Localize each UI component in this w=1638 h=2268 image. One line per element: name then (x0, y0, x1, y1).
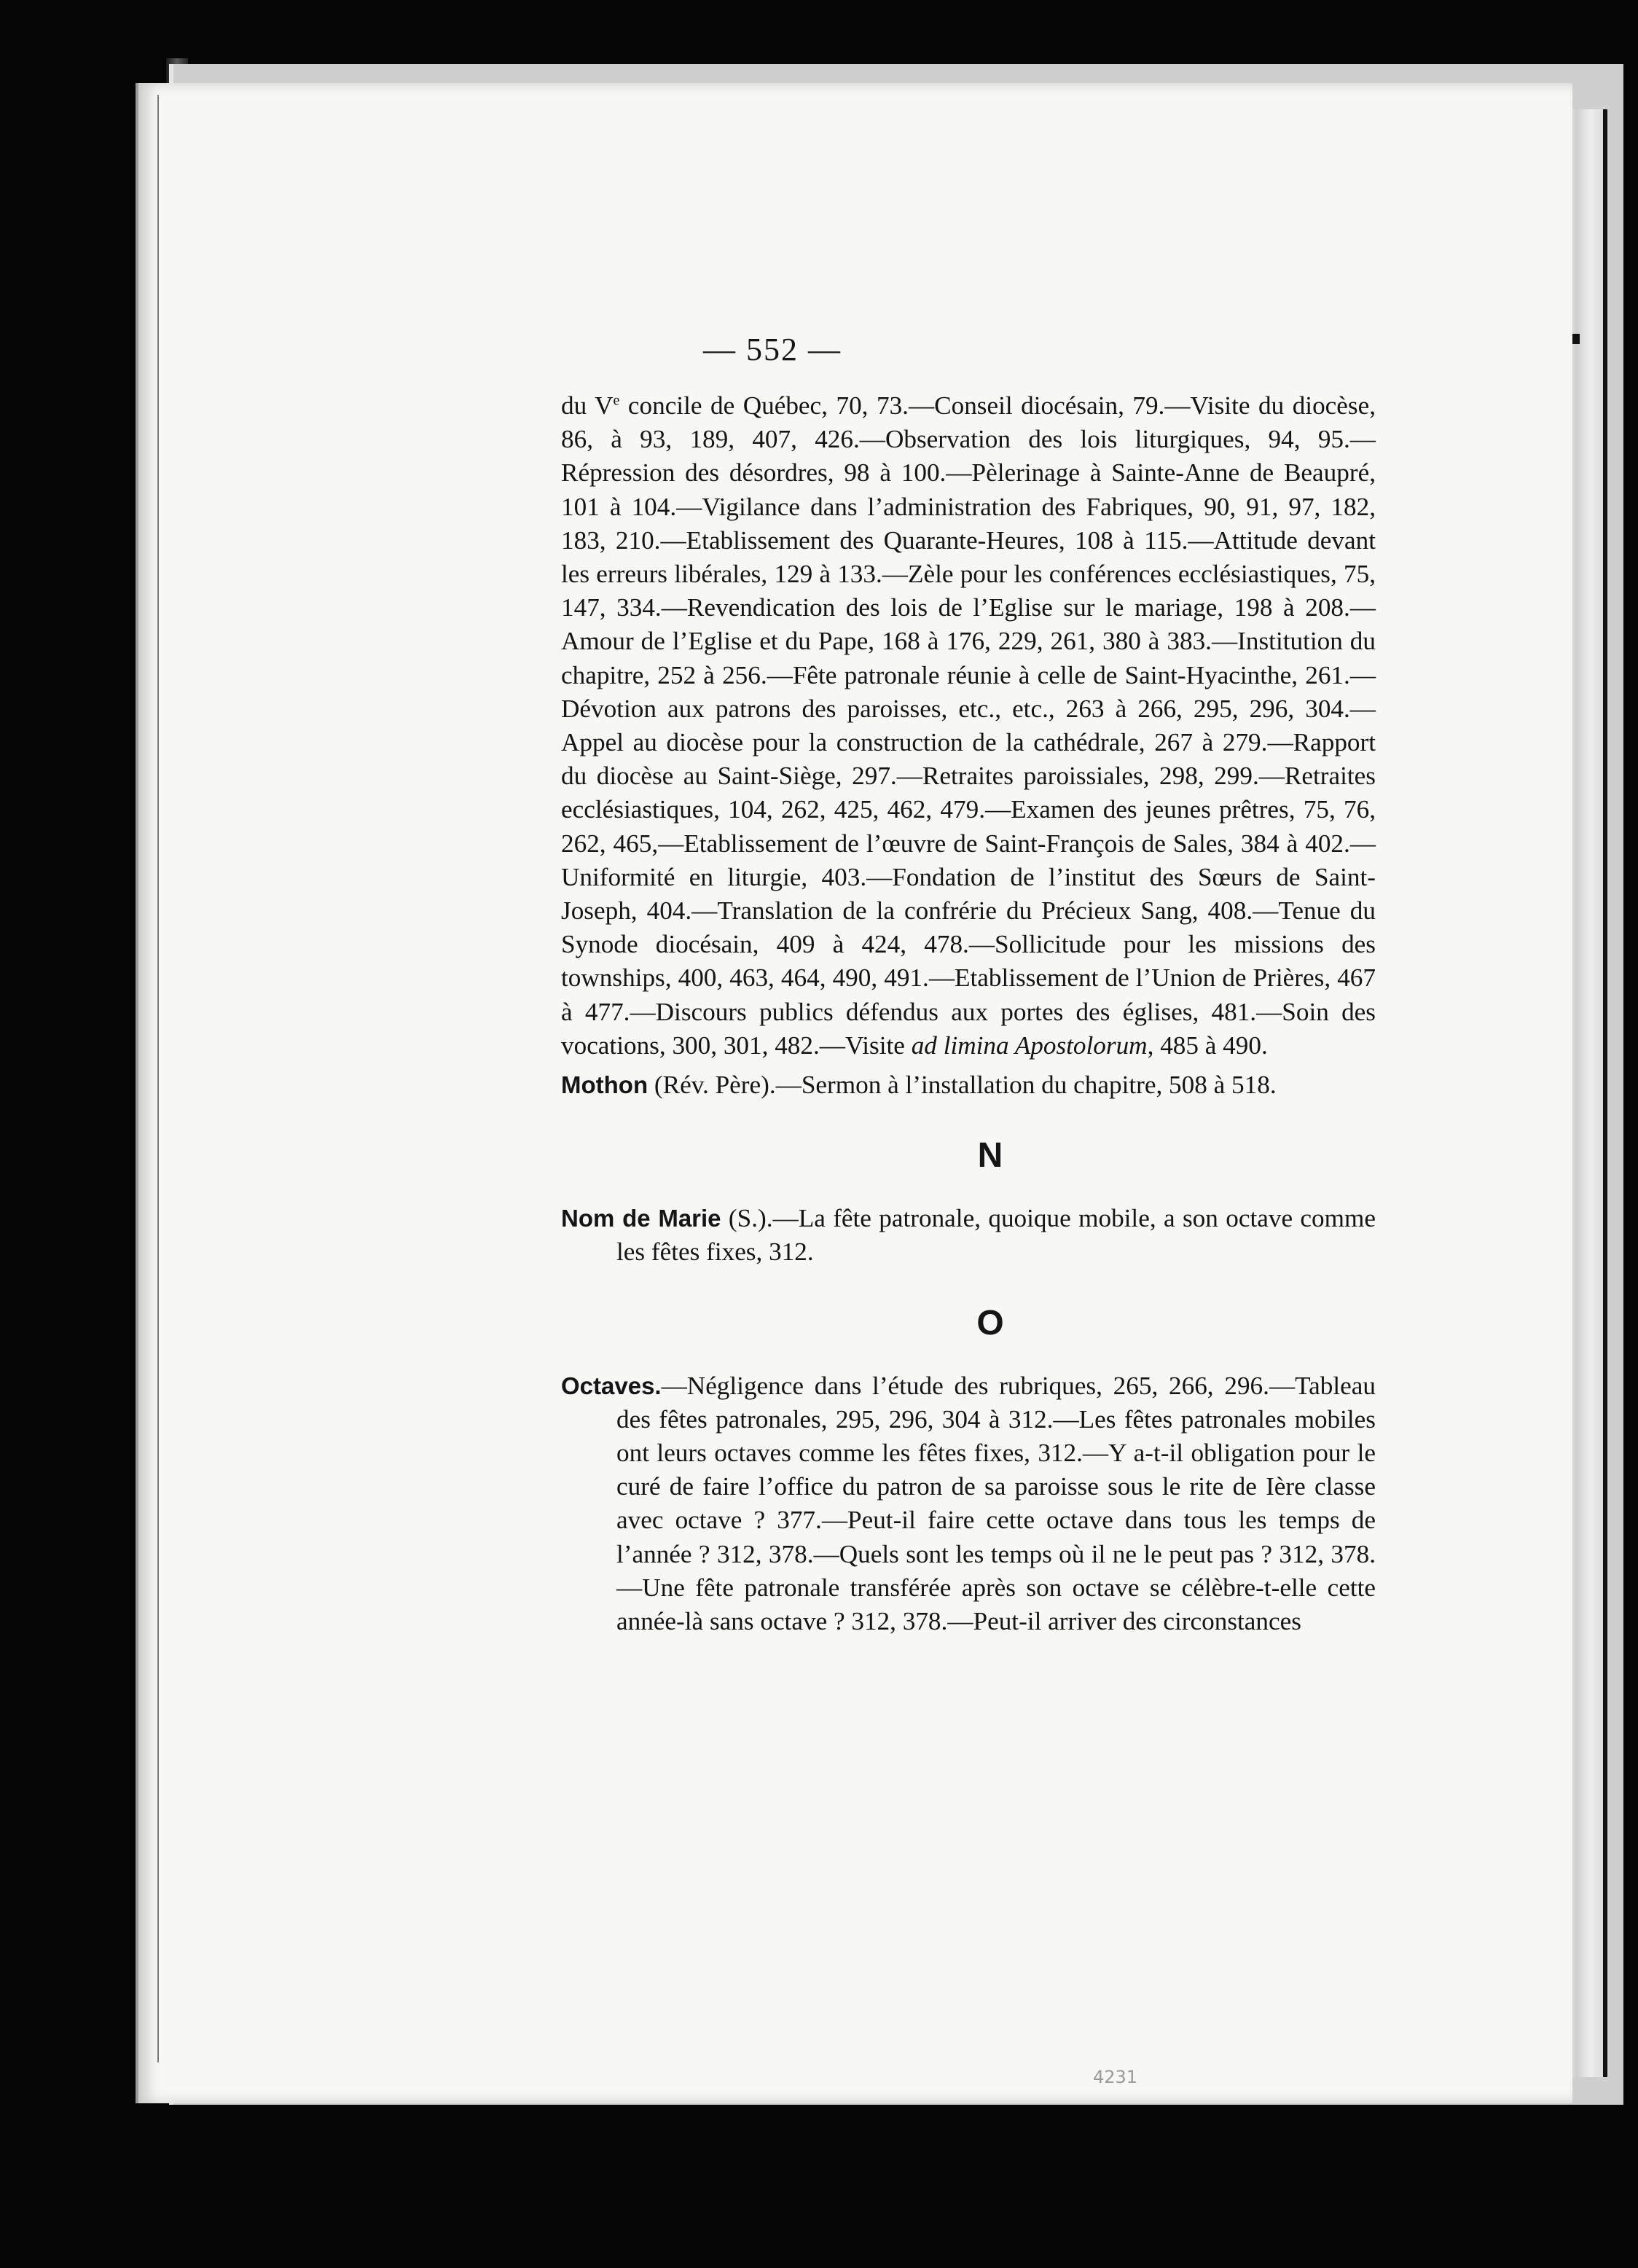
continuation-start: du V (561, 391, 614, 420)
page-number: — 552 — (703, 332, 842, 367)
italic-phrase: ad limina Apostolorum (911, 1031, 1148, 1060)
continuation-paragraph (561, 389, 1376, 1063)
headword-mothon: Mothon (561, 1071, 648, 1099)
index-entry-nom-de-marie (561, 1202, 1376, 1269)
entry-text-octaves: —Négligence dans l’étude des rubriques, 265, 266, 296.—Tableau des fêtes patronales, 295, 296, 304 à 312.—Les fêtes patronales mobiles ont leurs octaves comme les fêtes fixes, 312.—Y a-t-il obligation pour le curé de faire l’office du patron de sa paroisse sous le rite de Ière classe avec octave ? 377.—Peut-il faire cette octave dans tous les temps de l’année ? 312, 378.—Quels sont les temps où il ne le peut pas ? 312, 378.—Une fête patronale transférée après son octave se célèbre-t-elle cette année-là sans octave ? 312, 378.—Peut-il arriver des circonstances (616, 1371, 1376, 1636)
index-entry-octaves (561, 1369, 1376, 1639)
page-stamp: 4231 (1093, 2067, 1138, 2087)
section-letter-o: O (976, 1303, 1004, 1342)
entry-text-nom-de-marie: (S.).—La fête patronale, quoique mobile, a son octave comme les fêtes fixes, 312. (616, 1204, 1376, 1267)
entry-text-mothon: (Rév. Père).—Sermon à l’installation du chapitre, 508 à 518. (648, 1071, 1277, 1100)
continuation-body: concile de Québec, 70, 73.—Conseil diocésain, 79.—Visite du diocèse, 86, à 93, 189, 407, 426.—Observation des lois liturgiques, 94, 95.—Répression des désordres, 98 à 100.—Pèlerinage à Sainte-Anne de Beaupré, 101 à 104.—Vigilance dans l’administration des Fabriques, 90, 91, 97, 182, 183, 210.—Etablissement des Quarante-Heures, 108 à 115.—Attitude devant les erreurs libérales, 129 à 133.—Zèle pour les conférences ecclésiastiques, 75, 147, 334.—Revendication des lois de l’Eglise sur le mariage, 198 à 208.—Amour de l’Eglise et du Pape, 168 à 176, 229, 261, 380 à 383.—Institution du chapitre, 252 à 256.—Fête patronale réunie à celle de Saint-Hyacinthe, 261.—Dévotion aux patrons des paroisses, etc., etc., 263 à 266, 295, 296, 304.—Appel au diocèse pour la construction de la cathédrale, 267 à 279.—Rapport du diocèse au Saint-Siège, 297.—Retraites paroissiales, 298, 299.—Retraites ecclésiastiques, 104, 262, 425, 462, 479.—Examen des jeunes prêtres, 75, 76, 262, 465,—Etablissement de l’œuvre de Saint-François de Sales, 384 à 402.—Uniformité en liturgie, 403.—Fondation de l’institut des Sœurs de Saint-Joseph, 404.—Translation de la confrérie du Précieux Sang, 408.—Tenue du Synode diocésain, 409 à 424, 478.—Sollicitude pour les missions des townships, 400, 463, 464, 490, 491.—Etablissement de l’Union de Prières, 467 à 477.—Discours publics défendus aux portes des églises, 481.—Soin des vocations, 300, 301, 482.—Visite (561, 391, 1376, 1060)
headword-octaves: Octaves. (561, 1372, 662, 1399)
superscript-e: e (613, 392, 620, 409)
continuation-end: , 485 à 490. (1147, 1031, 1268, 1060)
page-border-line (157, 95, 159, 2062)
index-text-block (561, 328, 1376, 1638)
headword-nom-de-marie: Nom de Marie (561, 1205, 721, 1232)
section-letter-n: N (977, 1136, 1003, 1176)
index-entry-mothon (561, 1068, 1376, 1102)
